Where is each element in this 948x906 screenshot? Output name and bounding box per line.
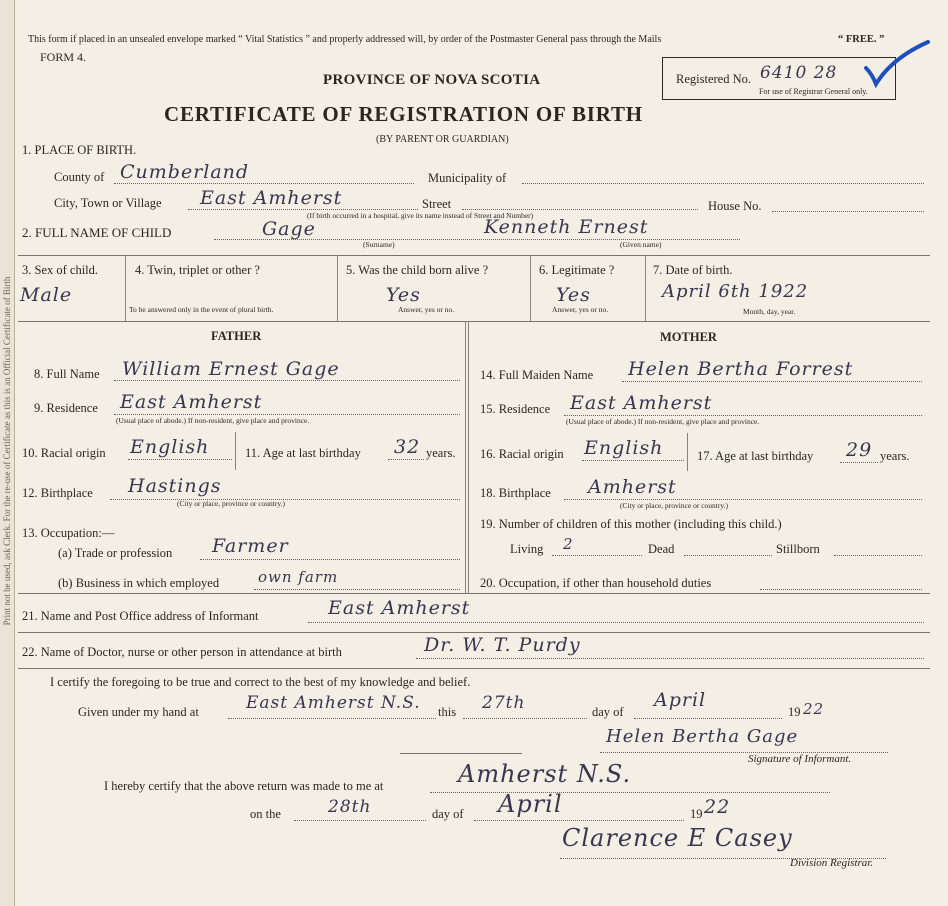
col-divider — [337, 255, 338, 321]
mother-residence-note: (Usual place of abode.) If non-resident, give place and province. — [566, 417, 760, 426]
mother-years: years. — [880, 449, 910, 463]
child-surname: Gage — [262, 218, 316, 240]
col-divider — [687, 433, 688, 471]
postal-notice: This form if placed in an unsealed envelope marked “ Vital Statistics ” and properly addressed will, by order of the Postmaster General pass through the Mails — [28, 34, 662, 45]
dob-note: Month, day, year. — [743, 307, 796, 316]
mother-name-label: 14. Full Maiden Name — [480, 368, 594, 382]
field-line — [416, 658, 924, 659]
city-label: City, Town or Village — [54, 196, 162, 210]
sex-label: 3. Sex of child. — [22, 263, 99, 277]
doctor-value: Dr. W. T. Purdy — [424, 634, 581, 656]
dead-label: Dead — [648, 542, 675, 556]
informant-label: 21. Name and Post Office address of Informant — [22, 609, 259, 623]
checkmark-icon — [862, 38, 932, 92]
twin-label: 4. Twin, triplet or other ? — [135, 263, 260, 277]
field-line — [564, 499, 922, 500]
dob-label: 7. Date of birth. — [653, 263, 733, 277]
child-name-label: 2. FULL NAME OF CHILD — [22, 225, 172, 240]
registrar-day: 28th — [328, 797, 372, 817]
field-line — [474, 820, 684, 821]
given-month: April — [654, 689, 707, 711]
county-label: County of — [54, 170, 105, 184]
registrar-place: Amherst N.S. — [458, 760, 632, 788]
trade-value: Farmer — [212, 535, 289, 557]
municipality-line — [522, 183, 924, 184]
father-name-label: 8. Full Name — [34, 367, 100, 381]
municipality-label: Municipality of — [428, 171, 507, 185]
field-line — [564, 415, 922, 416]
registrar-month: April — [498, 790, 563, 818]
father-heading: FATHER — [211, 329, 262, 343]
field-line — [228, 718, 436, 719]
field-line — [254, 589, 460, 590]
business-label: (b) Business in which employed — [58, 576, 220, 590]
mother-residence-label: 15. Residence — [480, 402, 551, 416]
county-line — [114, 183, 414, 184]
registrar-signature-caption: Division Registrar. — [790, 857, 874, 869]
legitimate-value: Yes — [556, 284, 591, 306]
street-label: Street — [422, 197, 452, 211]
row-divider — [18, 632, 930, 633]
certification-statement: I certify the foregoing to be true and correct to the best of my knowledge and belief. — [50, 675, 471, 689]
column-divider — [468, 321, 469, 593]
mother-residence: East Amherst — [570, 392, 713, 414]
father-occupation-label: 13. Occupation:— — [22, 526, 115, 540]
given-day: 27th — [482, 693, 526, 713]
field-line — [128, 459, 232, 460]
page-subtitle: (BY PARENT OR GUARDIAN) — [376, 134, 509, 145]
registrar-year: 22 — [704, 796, 731, 818]
twin-note: To be answered only in the event of plural birth. — [129, 305, 274, 314]
field-line — [760, 589, 922, 590]
father-residence: East Amherst — [120, 391, 263, 413]
field-line — [294, 820, 426, 821]
column-divider — [465, 321, 466, 593]
county-value: Cumberland — [120, 161, 250, 183]
alive-value: Yes — [386, 284, 421, 306]
postal-notice-free: “ FREE. ” — [838, 34, 885, 45]
doctor-label: 22. Name of Doctor, nurse or other person in attendance at birth — [22, 645, 342, 659]
field-line — [114, 380, 460, 381]
father-residence-label: 9. Residence — [34, 401, 98, 415]
father-residence-note: (Usual place of abode.) If non-resident, give place and province. — [116, 416, 310, 425]
place-of-birth-heading: 1. PLACE OF BIRTH. — [22, 143, 137, 157]
given-label: Given under my hand at — [78, 705, 199, 719]
father-birthplace: Hastings — [128, 475, 222, 497]
field-line — [834, 555, 922, 556]
mother-birthplace-note: (City or place, province or country.) — [620, 501, 729, 510]
separator — [400, 753, 522, 754]
registrar-statement: I hereby certify that the above return was made to me at — [104, 779, 384, 793]
field-line — [634, 718, 782, 719]
father-racial: English — [130, 436, 210, 458]
province-heading: PROVINCE OF NOVA SCOTIA — [323, 72, 541, 88]
surname-caption: (Surname) — [363, 240, 395, 249]
on-the-label: on the — [250, 807, 281, 821]
registered-label: Registered No. — [676, 72, 751, 86]
living-value: 2 — [563, 535, 574, 553]
mother-birthplace-label: 18. Birthplace — [480, 486, 551, 500]
father-racial-label: 10. Racial origin — [22, 446, 106, 460]
informant-signature-caption: Signature of Informant. — [748, 753, 852, 765]
dob-value: April 6th 1922 — [662, 281, 809, 302]
business-value: own farm — [258, 568, 339, 586]
field-line — [552, 555, 642, 556]
living-label: Living — [510, 542, 544, 556]
stillborn-label: Stillborn — [776, 542, 820, 556]
registrar-signature: Clarence E Casey — [562, 824, 793, 852]
house-label: House No. — [708, 199, 762, 213]
mother-racial: English — [584, 437, 664, 459]
child-given-name: Kenneth Ernest — [484, 216, 649, 238]
father-age-label: 11. Age at last birthday — [245, 446, 361, 460]
mother-name: Helen Bertha Forrest — [628, 358, 854, 380]
form-number: FORM 4. — [40, 50, 87, 64]
registered-note: For use of Registrar General only. — [759, 87, 868, 96]
field-line — [388, 459, 424, 460]
field-line — [463, 718, 587, 719]
mother-occupation-label: 20. Occupation, if other than household duties — [480, 576, 712, 590]
mother-birthplace: Amherst — [588, 476, 677, 498]
sex-value: Male — [20, 284, 73, 306]
alive-note: Answer, yes or no. — [398, 305, 455, 314]
row-divider — [18, 255, 930, 256]
edge-note: Print not be used, ask Clerk. For the re-use of Certificate as this is an Official Certificate of Birth — [2, 276, 12, 626]
field-line — [308, 622, 924, 623]
row-divider — [18, 593, 930, 594]
given-name-caption: (Given name) — [620, 240, 662, 249]
col-divider — [235, 432, 236, 470]
this-label: this — [438, 705, 457, 719]
informant-signature: Helen Bertha Gage — [606, 726, 799, 747]
father-birthplace-note: (City or place, province or country.) — [177, 499, 286, 508]
field-line — [684, 555, 772, 556]
mother-children-label: 19. Number of children of this mother (including this child.) — [480, 517, 782, 531]
col-divider — [530, 255, 531, 321]
field-line — [840, 462, 878, 463]
mother-age: 29 — [846, 439, 873, 461]
hospital-note: (If birth occurred in a hospital, give its name instead of Street and Number) — [307, 211, 534, 220]
city-line — [188, 209, 418, 210]
given-day-of-label: day of — [592, 705, 624, 719]
father-age: 32 — [394, 436, 421, 458]
father-name: William Ernest Gage — [122, 358, 340, 380]
city-value: East Amherst — [200, 187, 343, 209]
street-line — [462, 209, 698, 210]
col-divider — [125, 255, 126, 321]
mother-heading: MOTHER — [660, 330, 717, 344]
page-title: CERTIFICATE OF REGISTRATION OF BIRTH — [164, 102, 643, 126]
legitimate-label: 6. Legitimate ? — [539, 263, 615, 277]
mother-age-label: 17. Age at last birthday — [697, 449, 814, 463]
registrar-year-prefix: 19 — [690, 807, 703, 821]
given-year: 22 — [803, 700, 825, 718]
row-divider — [18, 321, 930, 322]
page-edge — [0, 0, 15, 906]
field-line — [622, 381, 922, 382]
alive-label: 5. Was the child born alive ? — [346, 263, 489, 277]
registrar-day-of-label: day of — [432, 807, 464, 821]
field-line — [430, 792, 830, 793]
field-line — [582, 460, 684, 461]
col-divider — [645, 255, 646, 321]
trade-label: (a) Trade or profession — [58, 546, 173, 560]
father-birthplace-label: 12. Birthplace — [22, 486, 93, 500]
field-line — [200, 559, 460, 560]
given-place: East Amherst N.S. — [246, 693, 421, 713]
house-line — [772, 211, 924, 212]
father-years: years. — [426, 446, 456, 460]
field-line — [114, 414, 460, 415]
row-divider — [18, 668, 930, 669]
given-year-prefix: 19 — [788, 705, 801, 719]
registered-number: 6410 28 — [760, 63, 838, 83]
mother-racial-label: 16. Racial origin — [480, 447, 564, 461]
legitimate-note: Answer, yes or no. — [552, 305, 609, 314]
informant-value: East Amherst — [328, 597, 471, 619]
